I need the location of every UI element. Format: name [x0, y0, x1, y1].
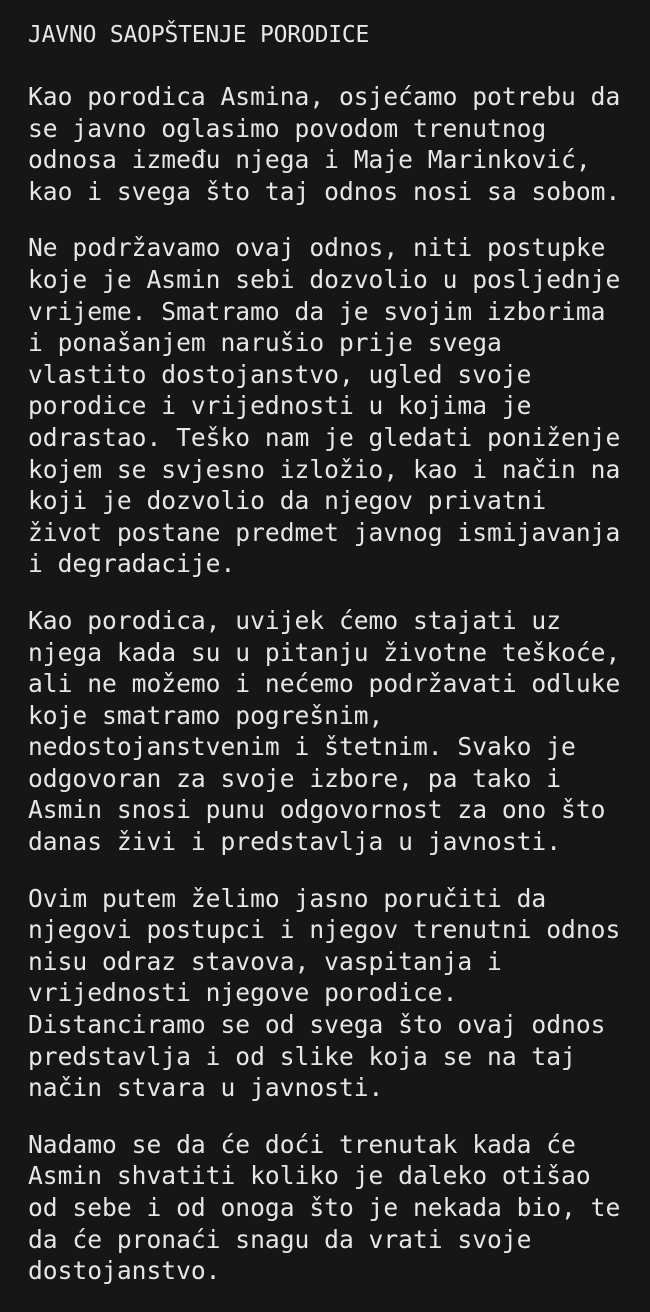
statement-title: JAVNO SAOPŠTENJE PORODICE [28, 22, 370, 48]
text-line: život postane predmet javnog ismijavanja [28, 517, 621, 547]
text-line: vrijeme. Smatramo da je svojim izborima [28, 296, 606, 326]
text-line: dostojanstvo. [28, 1256, 221, 1286]
text-line: se javno oglasimo povodom trenutnog [28, 113, 547, 143]
text-line: vrijednosti njegove porodice. [28, 978, 458, 1008]
text-line: i ponašanjem narušio prije svega [28, 328, 502, 358]
text-line: Distanciramo se od svega što ovaj odnos [28, 1010, 606, 1040]
paragraph-2 [28, 232, 648, 580]
text-line: Kao porodica, uvijek ćemo stajati uz [28, 605, 562, 635]
text-line: njega kada su u pitanju životne teškoće, [28, 637, 621, 667]
text-line: od sebe i od onoga što je nekada bio, te [28, 1193, 621, 1222]
paragraph-1 [28, 81, 648, 207]
text-line: kao i svega što taj odnos nosi sa sobom. [28, 176, 621, 206]
text-line: danas živi i predstavlja u javnosti. [28, 827, 562, 857]
text-line: nisu odraz stavova, vaspitanja i [28, 946, 502, 976]
text-line: Asmin shvatiti koliko je daleko otišao [28, 1161, 591, 1191]
paragraph-3 [28, 605, 648, 858]
text-line: njegovi postupci i njegov trenutni odnos [28, 915, 621, 945]
statement-document [28, 19, 648, 1312]
text-line: koje smatramo pogrešnim, [28, 700, 384, 730]
text-line: Ne podržavamo ovaj odnos, niti postupke [28, 233, 606, 263]
paragraph-5 [28, 1129, 648, 1287]
text-line: odrastao. Teško nam je gledati poniženje [28, 422, 621, 452]
text-line: da će pronaći snagu da vrati svoje [28, 1224, 532, 1254]
text-line: koji je dozvolio da njegov privatni [28, 486, 547, 516]
text-line: Kao porodica Asmina, osjećamo potrebu da [28, 82, 621, 111]
text-line: predstavlja i od slike koja se na taj [28, 1041, 576, 1071]
text-line: vlastito dostojanstvo, ugled svoje [28, 359, 532, 389]
text-line: Ovim putem želimo jasno poručiti da [28, 883, 547, 913]
text-line: i degradacije. [28, 549, 236, 579]
text-line: odgovoran za svoje izbore, pa tako i [28, 763, 562, 793]
text-line: ali ne možemo i nećemo podržavati odluke [28, 669, 621, 699]
text-line: koje je Asmin sebi dozvolio u posljednje [28, 264, 621, 294]
text-line: nedostojanstvenim i štetnim. Svako je [28, 732, 576, 762]
text-line: način stvara u javnosti. [28, 1073, 384, 1103]
text-line: odnosa između njega i Maje Marinković, [28, 145, 591, 175]
text-line: porodice i vrijednosti u kojima je [28, 391, 532, 421]
paragraph-4 [28, 883, 648, 1104]
text-line: kojem se svjesno izložio, kao i način na [28, 454, 621, 484]
text-line: Asmin snosi punu odgovornost za ono što [28, 795, 606, 825]
text-line: Nadamo se da će doći trenutak kada će [28, 1129, 576, 1159]
